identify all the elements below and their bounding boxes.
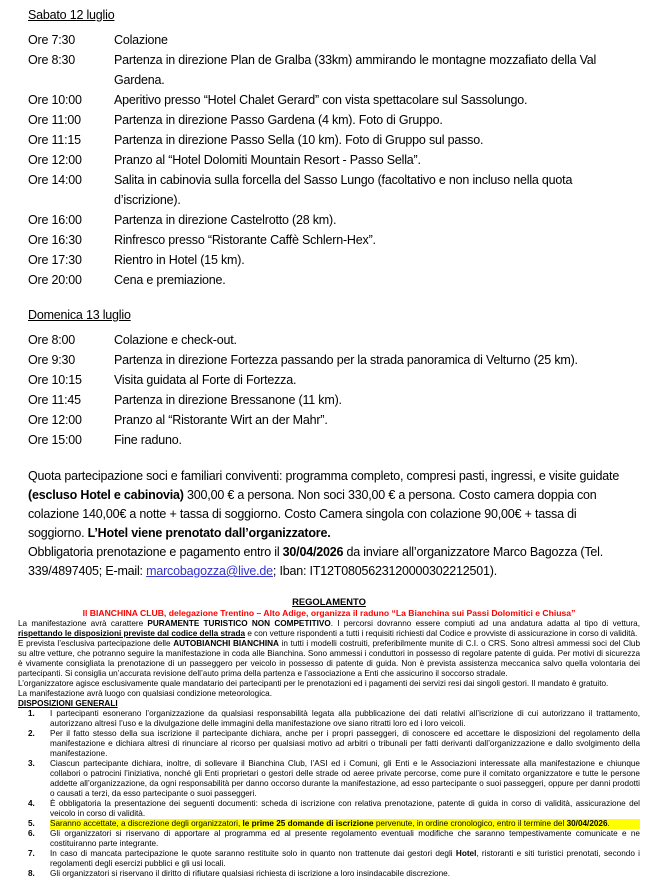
schedule-row bbox=[28, 390, 627, 410]
schedule-time: Ore 15:00 bbox=[28, 433, 82, 447]
schedule-time: Ore 17:30 bbox=[28, 253, 82, 267]
item-number: 1. bbox=[28, 709, 35, 718]
schedule-desc: Fine raduno. bbox=[114, 433, 182, 447]
schedule-row bbox=[28, 350, 627, 370]
schedule-desc: Rinfresco presso “Ristorante Caffè Schlern-Hex”. bbox=[114, 233, 376, 247]
payment-paragraph bbox=[28, 543, 627, 581]
item-number: 8. bbox=[28, 869, 35, 878]
schedule-time: Ore 16:00 bbox=[28, 213, 82, 227]
schedule-row bbox=[28, 270, 627, 290]
item-text bbox=[50, 849, 640, 869]
schedule-desc: Partenza in direzione Passo Sella (10 km). Foto di Gruppo sul passo. bbox=[114, 133, 484, 147]
item-number-gap bbox=[41, 709, 50, 729]
regolamento-item bbox=[18, 709, 640, 729]
schedule-desc: Partenza in direzione Bressanone (11 km). bbox=[114, 393, 342, 407]
schedule-row bbox=[28, 50, 627, 90]
item-number: 7. bbox=[28, 849, 35, 858]
text-segment: L’Hotel viene prenotato dall’organizzatore. bbox=[87, 526, 331, 540]
text-segment: e con vetture rispondenti a tutti i requisiti richiesti dal Codice e provviste di assicurazione in corso di validità. bbox=[245, 629, 638, 638]
saturday-section bbox=[28, 7, 627, 290]
schedule-desc: Rientro in Hotel (15 km). bbox=[114, 253, 245, 267]
item-number: 5. bbox=[28, 819, 35, 828]
item-number-gap bbox=[41, 829, 50, 849]
email-link[interactable]: marcobagozza@live.de bbox=[146, 564, 273, 578]
schedule-time: Ore 12:00 bbox=[28, 153, 82, 167]
text-segment: L’organizzatore agisce esclusivamente quale mandatario dei partecipanti per le prenotazioni ed i pagamenti dei servizi resi dai singoli gestori. Il mandato è gratuito. bbox=[18, 679, 609, 688]
item-text bbox=[50, 759, 640, 799]
fees-section bbox=[28, 467, 627, 581]
schedule-row bbox=[28, 170, 627, 210]
schedule-desc: Colazione e check-out. bbox=[114, 333, 237, 347]
item-text bbox=[50, 869, 640, 879]
text-segment: 300,00 € a persona. Non soci 330,00 € a persona. Costo camera doppia con colazione 140,00€ a notte + tassa di soggiorno. Costo Camera singola con colazione 90,00€ + tassa di soggiorno. bbox=[28, 488, 597, 540]
quota-paragraph bbox=[28, 467, 627, 543]
text-segment: La manifestazione avrà carattere bbox=[18, 619, 148, 628]
schedule-desc: Cena e premiazione. bbox=[114, 273, 226, 287]
schedule-row bbox=[28, 110, 627, 130]
schedule-desc: Visita guidata al Forte di Fortezza. bbox=[114, 373, 297, 387]
schedule-desc: Partenza in direzione Passo Gardena (4 km). Foto di Gruppo. bbox=[114, 113, 443, 127]
schedule-desc: Pranzo al “Hotel Dolomiti Mountain Resort - Passo Sella”. bbox=[114, 153, 421, 167]
schedule-desc: Pranzo al “Ristorante Wirt an der Mahr”. bbox=[114, 413, 328, 427]
schedule-row bbox=[28, 410, 627, 430]
schedule-time: Ore 10:15 bbox=[28, 373, 82, 387]
regolamento-paragraph bbox=[18, 639, 640, 679]
item-number: 4. bbox=[28, 799, 35, 808]
text-segment: Obbligatoria prenotazione e pagamento entro il bbox=[28, 545, 283, 559]
text-segment: , ristoranti e siti turistici prenotati, secondo i regolamenti degli esercizi pubblici e gli usi locali. bbox=[50, 849, 640, 868]
text-segment: E prevista l’esclusiva partecipazione delle bbox=[18, 639, 174, 648]
regolamento-section bbox=[18, 596, 640, 879]
schedule-time: Ore 16:30 bbox=[28, 233, 82, 247]
text-segment: In caso di mancata partecipazione le quote saranno restituite solo in quanto non trattenute dai gestori degli bbox=[50, 849, 456, 858]
regolamento-title: REGOLAMENTO bbox=[292, 596, 366, 607]
item-number-gap bbox=[41, 849, 50, 869]
text-segment: Quota partecipazione soci e familiari conviventi: programma completo, compresi pasti, ingressi, e visite guidate bbox=[28, 469, 620, 483]
regolamento-subtitle bbox=[18, 608, 640, 619]
schedule-desc: Colazione bbox=[114, 33, 168, 47]
dispositions-list bbox=[18, 709, 640, 879]
text-segment: Il BIANCHINA CLUB, delegazione Trentino – Alto Adige, organizza il raduno “La Bianchina sui Passi Dolomitici e Chiusa” bbox=[82, 608, 576, 618]
text-segment: PURAMENTE TURISTICO NON COMPETITIVO bbox=[147, 619, 331, 628]
schedule-time: Ore 11:45 bbox=[28, 393, 81, 407]
saturday-heading: Sabato 12 luglio bbox=[28, 8, 115, 22]
text-segment: in tutti i modelli costruiti, preferibilmente munite di C.I. o CRS. Sono altresì ammessi soci del Club su altre vetture, che potranno seguire la manifestazione in coda alle Bianchina. Sono ammessi i conduttori in possesso di regolare patente di guida. Per motivi di sicurezza è vivamente consigliata la prenotazione di un passeggero per veicolo in possesso di patente di guida. Non è prevista assistenza meccanica salvo quella volontaria dei partecipanti. Si consiglia un’accurata revisione dell’auto prima della partenza e l’associazione a Enti che assicurino il soccorso stradale. bbox=[18, 639, 641, 678]
item-text bbox=[50, 709, 640, 729]
schedule-time: Ore 11:15 bbox=[28, 133, 81, 147]
schedule-row bbox=[28, 130, 627, 150]
text-segment: pervenute, in ordine cronologico, entro il termine del bbox=[373, 819, 567, 828]
text-segment: AUTOBIANCHI BIANCHINA bbox=[173, 639, 279, 648]
schedule-desc: Partenza in direzione Plan de Gralba (33km) ammirando le montagne mozzafiato della Val Gardena. bbox=[114, 53, 597, 87]
text-segment: . bbox=[607, 819, 610, 828]
regolamento-item bbox=[18, 799, 640, 819]
schedule-desc: Salita in cabinovia sulla forcella del Sasso Lungo (facoltativo e non incluso nella quota d’iscrizione). bbox=[114, 173, 573, 207]
schedule-desc: Partenza in direzione Fortezza passando per la strada panoramica di Velturno (25 km). bbox=[114, 353, 578, 367]
schedule-time: Ore 14:00 bbox=[28, 173, 82, 187]
regolamento-paragraph bbox=[18, 689, 640, 699]
sunday-schedule bbox=[28, 330, 627, 450]
text-segment: I partecipanti esonerano l’organizzazione da qualsiasi responsabilità legata alla pubblicazione dei dati relativi all’iscrizione di cui autorizzano il trattamento, autorizzano altresì l’uso e la divulgazione delle immagini della manifestazione ove siano ritratti loro ed i loro veicoli. bbox=[50, 709, 640, 728]
item-number-gap bbox=[41, 729, 50, 759]
schedule-row bbox=[28, 150, 627, 170]
schedule-desc: Partenza in direzione Castelrotto (28 km). bbox=[114, 213, 337, 227]
item-text bbox=[50, 799, 640, 819]
text-segment: Per il fatto stesso della sua iscrizione il partecipante dichiara, anche per i propri passeggeri, di conoscere ed accettare le disposizioni del regolamento della manifestazione e dichiara altresì di rinunciare al ricorso per qualsiasi motivo ad arbitri o tribunali per fatti derivanti dall’organizzazione e dallo svolgimento della manifestazione. bbox=[50, 729, 640, 758]
regolamento-item-highlighted bbox=[18, 819, 640, 829]
item-text bbox=[50, 819, 640, 829]
item-number-gap bbox=[41, 819, 50, 829]
text-segment: Saranno accettate, a discrezione degli organizzatori, bbox=[50, 819, 243, 828]
regolamento-paragraph bbox=[18, 679, 640, 689]
saturday-schedule bbox=[28, 30, 627, 290]
schedule-time: Ore 8:00 bbox=[28, 333, 76, 347]
schedule-time: Ore 10:00 bbox=[28, 93, 82, 107]
schedule-row bbox=[28, 370, 627, 390]
schedule-time: Ore 12:00 bbox=[28, 413, 82, 427]
item-number-gap bbox=[41, 799, 50, 819]
text-segment: rispettando le disposizioni previste dal codice della strada bbox=[18, 629, 246, 638]
item-number: 3. bbox=[28, 759, 35, 768]
sunday-section bbox=[28, 307, 627, 450]
schedule-time: Ore 8:30 bbox=[28, 53, 76, 67]
schedule-row bbox=[28, 30, 627, 50]
regolamento-item bbox=[18, 759, 640, 799]
item-text bbox=[50, 829, 640, 849]
schedule-time: Ore 11:00 bbox=[28, 113, 81, 127]
item-number-gap bbox=[41, 759, 50, 799]
item-number: 2. bbox=[28, 729, 35, 738]
regolamento-item bbox=[18, 849, 640, 869]
text-segment: da inviare all’organizzatore Marco Bagozza (Tel. 339/4897405; E-mail: bbox=[28, 545, 604, 578]
text-segment: 30/04/2026 bbox=[282, 545, 344, 559]
text-segment: ; Iban: IT12T0805623120000302212501). bbox=[272, 564, 497, 578]
schedule-row bbox=[28, 230, 627, 250]
schedule-row bbox=[28, 210, 627, 230]
text-segment: . I percorsi dovranno essere compiuti ad una andatura adatta al tipo di vettura, bbox=[330, 619, 640, 628]
schedule-time: Ore 7:30 bbox=[28, 33, 76, 47]
text-segment: Hotel bbox=[455, 849, 477, 858]
sunday-heading: Domenica 13 luglio bbox=[28, 308, 131, 322]
schedule-row bbox=[28, 330, 627, 350]
schedule-row bbox=[28, 250, 627, 270]
schedule-row bbox=[28, 430, 627, 450]
text-segment: La manifestazione avrà luogo con qualsiasi condizione meteorologica. bbox=[18, 689, 272, 698]
text-segment: 30/04/2026 bbox=[566, 819, 608, 828]
item-number: 6. bbox=[28, 829, 35, 838]
dispositions-heading: DISPOSIZIONI GENERALI bbox=[18, 699, 118, 708]
text-segment: Gli organizzatori si riservano il diritto di rifiutare qualsiasi richiesta di iscrizione a loro insindacabile discrezione. bbox=[50, 869, 450, 878]
text-segment: le prime 25 domande di iscrizione bbox=[242, 819, 374, 828]
regolamento-item bbox=[18, 869, 640, 879]
text-segment: Ciascun partecipante dichiara, inoltre, di sollevare il Bianchina Club, l’ASI ed i Comuni, gli Enti e le Associazioni interessate alla manifestazione e chiunque collabori o patrocini l’iniziativa, nonché gli Enti proprietari o gestori delle strade od aeree private percorse, come pure il comitato organizzatore e tutte le persone addette all’organizzazione, da ogni responsabilità per danno occorso durante la manifestazione, ad esso partecipante o suoi passeggeri, oppure per danni prodotti o causati a terzi, da esso partecipante o suoi passeggeri. bbox=[50, 759, 640, 798]
schedule-time: Ore 20:00 bbox=[28, 273, 82, 287]
schedule-row bbox=[28, 90, 627, 110]
item-text bbox=[50, 729, 640, 759]
text-segment: È obbligatoria la presentazione dei seguenti documenti: scheda di iscrizione con relativa prenotazione, patente di guida in corso di validità, assicurazione del veicolo in corso di validità. bbox=[50, 799, 640, 818]
regolamento-paragraph bbox=[18, 619, 640, 639]
item-number-gap bbox=[41, 869, 50, 879]
schedule-desc: Aperitivo presso “Hotel Chalet Gerard” con vista spettacolare sul Sassolungo. bbox=[114, 93, 528, 107]
regolamento-item bbox=[18, 829, 640, 849]
text-segment: (escluso Hotel e cabinovia) bbox=[28, 488, 184, 502]
schedule-time: Ore 9:30 bbox=[28, 353, 76, 367]
regolamento-item bbox=[18, 729, 640, 759]
text-segment: Gli organizzatori si riservano di apportare al programma ed al presente regolamento eventuali modifiche che saranno tempestivamente comunicate e ne costituiranno parte integrante. bbox=[50, 829, 640, 848]
